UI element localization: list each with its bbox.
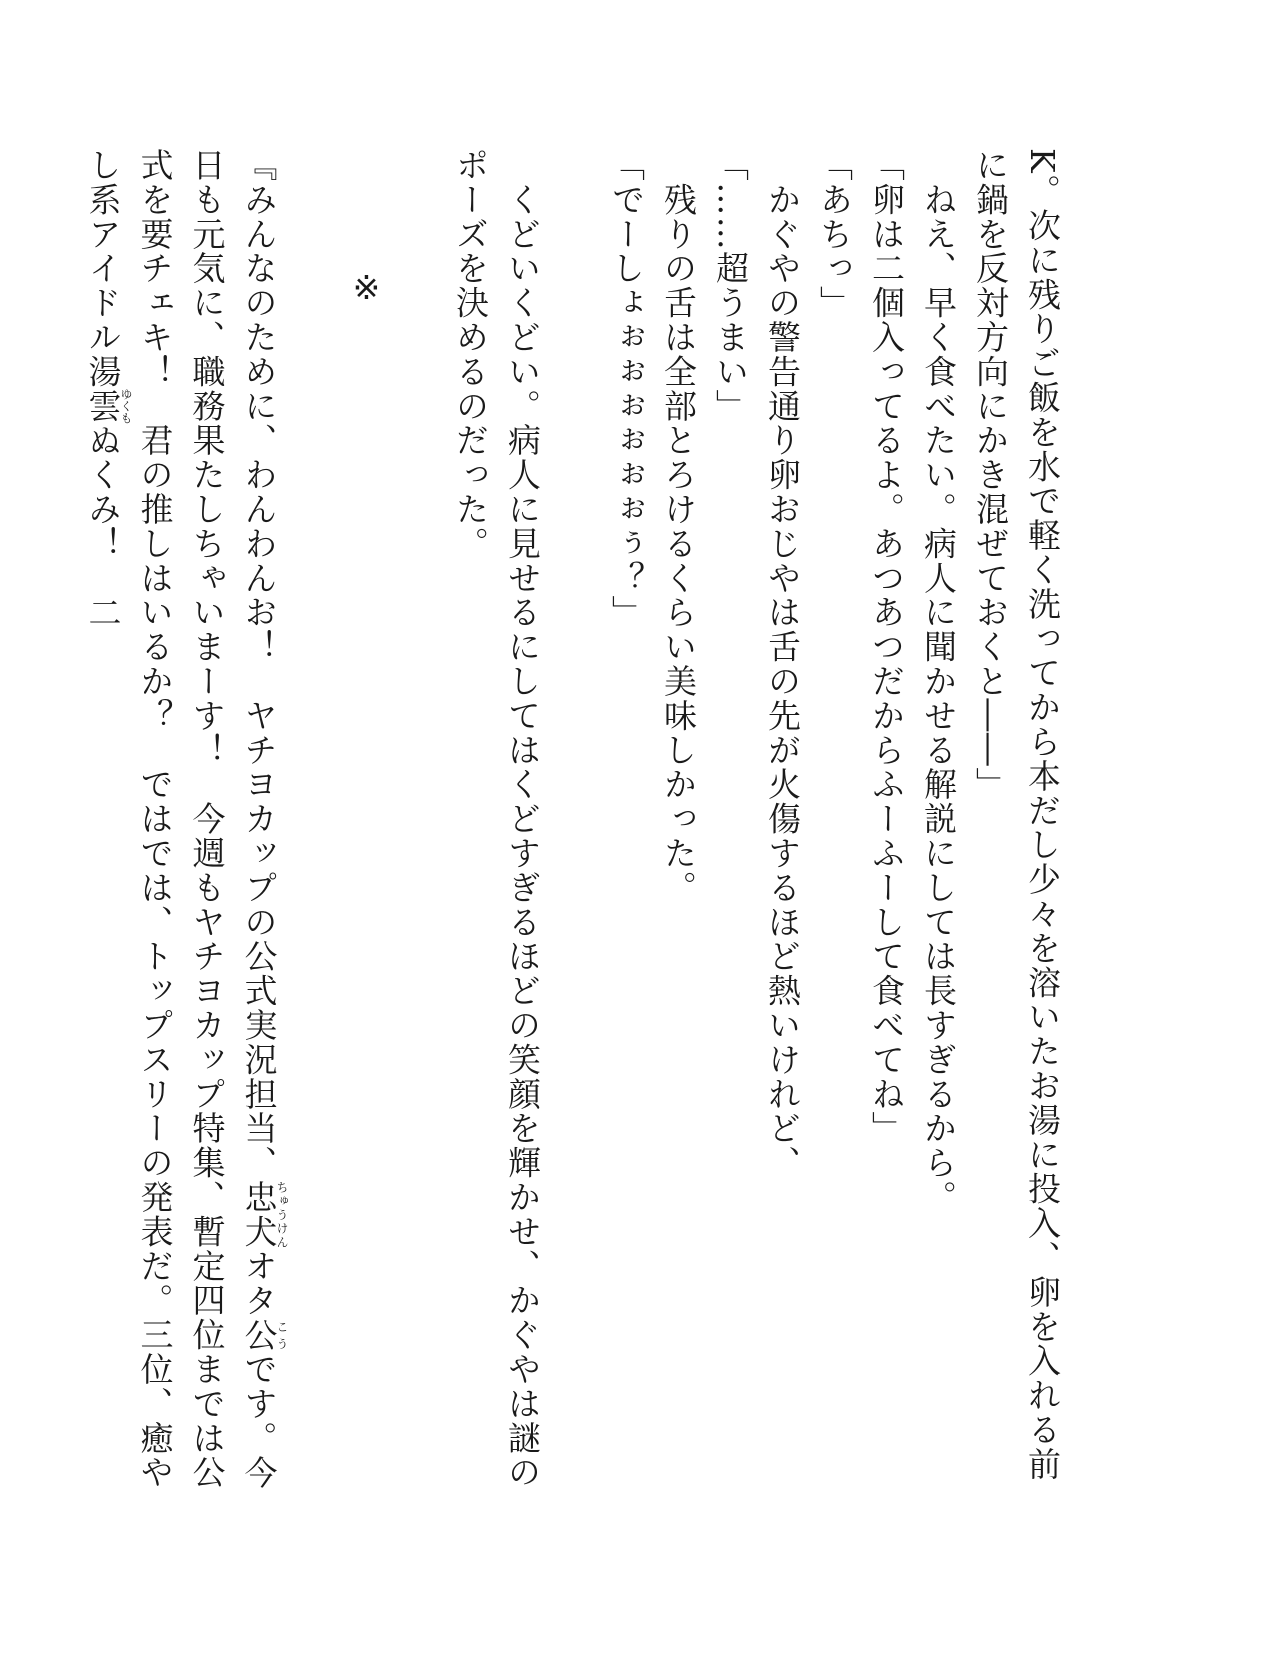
scene-separator: ※	[347, 268, 386, 309]
ruby-chuuken: 忠犬ちゅうけん	[239, 1180, 289, 1249]
paragraph-9: くどいくどい。病人に見せるにしてはくどすぎるほどの笑顔を輝かせ、かぐやは謎のポーズを決めるのだった。	[451, 148, 542, 1490]
paragraph-6: 「……超うまい」	[711, 148, 750, 424]
paragraph-10-middle: オタ	[239, 1248, 279, 1318]
blank-line	[288, 148, 340, 1508]
ruby-yukumo: 雲ゆくも	[83, 388, 133, 425]
paragraph-8: 「でーしょぉぉぉぉぉぉぅ？」	[607, 148, 646, 630]
ruby-kou: 公こう	[239, 1317, 289, 1353]
paragraph-5: かぐやの警告通り卵おじやは舌の先が火傷するほど熱いけれど、	[763, 148, 802, 1180]
blank-line	[548, 148, 600, 1508]
paragraph-3: 「卵は二個入ってるよ。あつあつだからふーふーして食べてね」	[867, 148, 906, 1146]
blank-line	[392, 148, 444, 1508]
paragraph-7: 残りの舌は全部とろけるくらい美味しかった。	[659, 148, 698, 905]
paragraph-10	[77, 148, 289, 1508]
paragraph-10-after: です。今日も元気に、職務果たしちゃいまーす！ 今週もヤチヨカップ特集、暫定四位までは公式を要チェキ！ 君の推しはいるか？ ではでは、トップスリーの発表だ。三位、癒やし系アイドル湯	[83, 148, 279, 1490]
paragraph-4: 「あちっ」	[815, 148, 854, 320]
vertical-text-body	[77, 148, 1069, 1508]
paragraph-1: K。次に残りご飯を水で軽く洗ってから本だし少々を溶いたお湯に投入、卵を入れる前に鍋を反対方向にかき混ぜておくと――」	[971, 148, 1062, 1482]
paragraph-10-before: 『みんなのために、わんわんお！ ヤチヨカップの公式実況担当、	[239, 148, 279, 1180]
paragraph-2: ねえ、早く食べたい。病人に聞かせる解説にしては長すぎるから。	[919, 148, 958, 1215]
paragraph-10-end: ぬくみ！ 二	[83, 423, 123, 630]
